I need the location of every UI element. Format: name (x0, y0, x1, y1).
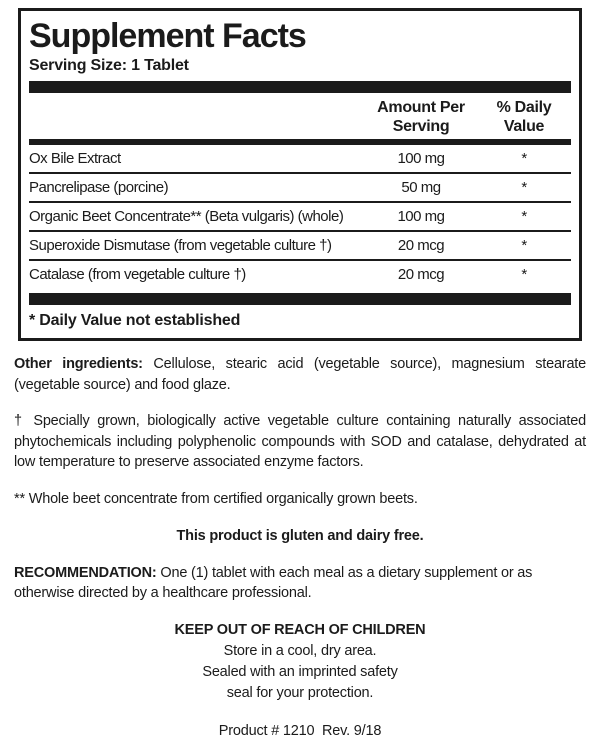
header-percent-daily-value: % Daily Value (477, 98, 571, 136)
row-amount: 100 mg (365, 150, 477, 167)
storage-note: Store in a cool, dry area. (14, 641, 586, 662)
row-name: Catalase (from vegetable culture †) (29, 266, 365, 283)
table-row (29, 145, 571, 174)
divider-bar-bottom (29, 293, 571, 305)
ingredient-rows (29, 145, 571, 288)
table-row (29, 203, 571, 232)
keep-out-warning: KEEP OUT OF REACH OF CHILDREN (14, 620, 586, 641)
beet-note: ** Whole beet concentrate from certified organically grown beets. (14, 489, 586, 510)
row-daily-value: * (477, 179, 571, 196)
other-ingredients-text: Cellulose, stearic acid (vegetable source), magnesium stearate (vegetable source) and food glaze. (14, 356, 586, 393)
recommendation-label: RECOMMENDATION: (14, 565, 157, 581)
row-daily-value: * (477, 208, 571, 225)
daily-value-footnote: * Daily Value not established (29, 305, 571, 333)
row-name: Pancrelipase (porcine) (29, 179, 365, 196)
row-daily-value: * (477, 237, 571, 254)
product-number: Product # 1210 Rev. 9/18 (14, 721, 586, 741)
table-row (29, 174, 571, 203)
gluten-dairy-note: This product is gluten and dairy free. (14, 526, 586, 547)
header-amount-per-serving: Amount Per Serving (365, 98, 477, 136)
table-row (29, 232, 571, 261)
header-ingredient-spacer (29, 98, 365, 136)
safety-seal-note-line1: Sealed with an imprinted safety (14, 662, 586, 683)
row-daily-value: * (477, 266, 571, 283)
label-notes (14, 354, 586, 741)
supplement-facts-panel (18, 8, 582, 341)
recommendation-text: One (1) tablet with each meal as a dietary supplement or as otherwise directed by a healthcare professional. (14, 565, 532, 602)
table-header (29, 93, 571, 145)
row-amount: 50 mg (365, 179, 477, 196)
table-row (29, 261, 571, 288)
recommendation (14, 563, 586, 604)
row-name: Ox Bile Extract (29, 150, 365, 167)
safety-seal-note-line2: seal for your protection. (14, 683, 586, 704)
dagger-note: † Specially grown, biologically active vegetable culture containing naturally associated phytochemicals including polyphenolic compounds with SOD and catalase, dehydrated at low temperature to preserve associated enzyme factors. (14, 411, 586, 473)
row-name: Superoxide Dismutase (from vegetable culture †) (29, 237, 365, 254)
row-amount: 100 mg (365, 208, 477, 225)
serving-size: Serving Size: 1 Tablet (29, 56, 571, 76)
other-ingredients (14, 354, 586, 395)
warning-block (14, 620, 586, 704)
row-amount: 20 mcg (365, 237, 477, 254)
row-name: Organic Beet Concentrate** (Beta vulgaris) (whole) (29, 208, 365, 225)
other-ingredients-label: Other ingredients: (14, 356, 143, 372)
panel-title: Supplement Facts (29, 16, 571, 53)
divider-bar-top (29, 81, 571, 93)
row-amount: 20 mcg (365, 266, 477, 283)
row-daily-value: * (477, 150, 571, 167)
